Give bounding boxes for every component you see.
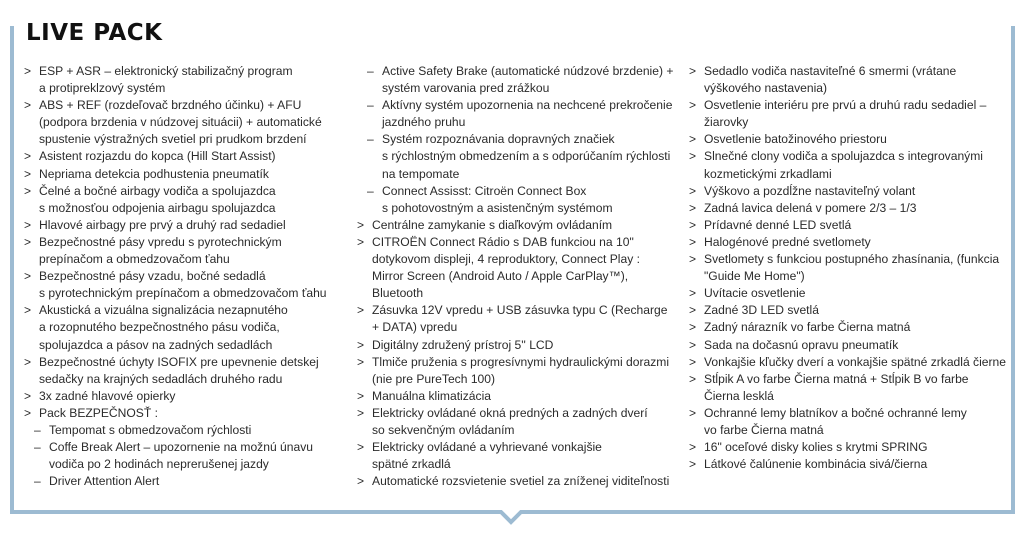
feature-item <box>24 268 354 302</box>
feature-text-line: Svetlomety s funkciou postupného zhasínania, (funkcia <box>704 252 1000 267</box>
feature-item <box>357 234 687 302</box>
feature-text-line: + DATA) vpredu <box>372 320 458 335</box>
feature-text-line: Bezpečnostné pásy vpredu s pyrotechnickým <box>39 234 282 249</box>
sub-feature-item <box>24 422 354 439</box>
chevron-bullet-icon: > <box>357 337 365 352</box>
chevron-bullet-icon: > <box>689 286 697 301</box>
feature-text-line: Active Safety Brake (automatické núdzové brzdenie) + <box>382 64 674 78</box>
chevron-bullet-icon: > <box>357 405 365 420</box>
feature-item <box>24 166 354 183</box>
feature-item <box>357 439 687 473</box>
feature-text-line: Mirror Screen (Android Auto / Apple CarPlay™), <box>372 269 629 284</box>
feature-item <box>689 337 1009 354</box>
feature-text-line: systém varovania pred zrážkou <box>382 81 550 96</box>
feature-item <box>24 405 354 422</box>
chevron-bullet-icon: > <box>357 217 365 232</box>
feature-item <box>24 234 354 268</box>
feature-text-line: a protipreklzový systém <box>39 81 166 96</box>
feature-item <box>689 354 1009 371</box>
feature-text-line: so sekvenčným ovládaním <box>372 422 515 437</box>
feature-text-line: ESP + ASR – elektronický stabilizačný program <box>39 64 293 78</box>
feature-text-line: Halogénové predné svetlomety <box>704 234 871 249</box>
feature-item <box>357 337 687 354</box>
chevron-bullet-icon: > <box>689 183 697 198</box>
feature-item <box>357 405 687 439</box>
dash-bullet-icon: – <box>34 474 41 489</box>
feature-text-line: Látkové čalúnenie kombinácia sivá/čierna <box>704 457 928 472</box>
chevron-bullet-icon: > <box>357 303 365 318</box>
feature-item <box>689 97 1009 131</box>
sub-feature-item <box>24 473 354 490</box>
feature-text-line: Zadná lavica delená v pomere 2/3 – 1/3 <box>704 200 917 215</box>
feature-column-3 <box>689 63 1009 473</box>
feature-text-line: kozmetickými zrkadlami <box>704 166 832 181</box>
chevron-bullet-icon: > <box>357 234 365 249</box>
feature-item <box>24 148 354 165</box>
feature-text-line: vodiča po 2 hodinách neprerušenej jazdy <box>49 457 269 472</box>
chevron-bullet-icon: > <box>24 303 32 318</box>
feature-item <box>689 148 1009 182</box>
feature-text-line: s rýchlostným obmedzením a s odporúčaním rýchlosti <box>382 149 671 164</box>
chevron-bullet-icon: > <box>24 149 32 164</box>
feature-text-line: Zásuvka 12V vpredu + USB zásuvka typu C (Recharge <box>372 303 668 318</box>
feature-text-line: Elektricky ovládané a vyhrievané vonkajšie <box>372 440 602 455</box>
feature-item <box>689 371 1009 405</box>
feature-text-line: Pack BEZPEČNOSŤ : <box>39 405 158 420</box>
sub-feature-item <box>357 97 687 131</box>
sub-feature-item <box>357 131 687 182</box>
feature-text-line: žiarovky <box>704 115 749 130</box>
feature-text-line: vo farbe Čierna matná <box>704 422 824 437</box>
chevron-bullet-icon: > <box>24 354 32 369</box>
feature-text-line: Aktívny systém upozornenia na nechcené prekročenie <box>382 98 673 113</box>
feature-text-line: ABS + REF (rozdeľovač brzdného účinku) + AFU <box>39 98 302 113</box>
feature-text-line: Akustická a vizuálna signalizácia nezapnutého <box>39 303 288 318</box>
feature-item <box>357 473 687 490</box>
feature-item <box>689 183 1009 200</box>
dash-bullet-icon: – <box>367 64 374 78</box>
page-title: LIVE PACK <box>26 20 163 46</box>
feature-text-line: (podpora brzdenia v núdzovej situácii) + automatické <box>39 115 322 130</box>
dash-bullet-icon: – <box>34 422 41 437</box>
feature-text-line: "Guide Me Home") <box>704 269 805 284</box>
feature-text-line: Vonkajšie kľučky dverí a vonkajšie spätné zrkadlá čierne <box>704 354 1006 369</box>
chevron-bullet-icon: > <box>689 337 697 352</box>
frame-right-border <box>1011 26 1015 514</box>
feature-item <box>689 302 1009 319</box>
chevron-bullet-icon: > <box>689 217 697 232</box>
feature-item <box>357 388 687 405</box>
chevron-bullet-icon: > <box>689 200 697 215</box>
feature-text-line: Driver Attention Alert <box>49 474 160 489</box>
feature-text-line: Connect Assisst: Citroën Connect Box <box>382 183 587 198</box>
feature-item <box>24 183 354 217</box>
feature-item <box>24 217 354 234</box>
feature-column-1 <box>24 63 354 490</box>
feature-text-line: sedačky na krajných sedadlách druhého radu <box>39 371 283 386</box>
dash-bullet-icon: – <box>367 98 374 113</box>
chevron-bullet-icon: > <box>24 217 32 232</box>
feature-text-line: Stĺpik A vo farbe Čierna matná + Stĺpik B vo farbe <box>704 371 969 386</box>
feature-text-line: jazdného pruhu <box>382 115 466 130</box>
feature-text-line: 3x zadné hlavové opierky <box>39 388 176 403</box>
feature-text-line: CITROËN Connect Rádio s DAB funkciou na 10" <box>372 234 634 249</box>
feature-text-line: Manuálna klimatizácia <box>372 388 491 403</box>
feature-item <box>357 302 687 336</box>
feature-text-line: s pohotovostným a asistenčným systémom <box>382 200 613 215</box>
feature-text-line: Elektricky ovládané okná predných a zadných dverí <box>372 405 648 420</box>
sub-feature-item <box>357 63 687 97</box>
chevron-bullet-icon: > <box>689 149 697 164</box>
feature-text-line: Tempomat s obmedzovačom rýchlosti <box>49 422 252 437</box>
feature-text-line: spolujazdca a pásov na zadných sedadlách <box>39 337 273 352</box>
feature-text-line: Centrálne zamykanie s diaľkovým ovládaním <box>372 217 613 232</box>
feature-item <box>24 302 354 353</box>
chevron-bullet-icon: > <box>357 474 365 489</box>
feature-text-line: Zadné 3D LED svetlá <box>704 303 819 318</box>
chevron-bullet-icon: > <box>689 64 697 78</box>
chevron-bullet-icon: > <box>689 405 697 420</box>
chevron-bullet-icon: > <box>24 269 32 284</box>
feature-text-line: Systém rozpoznávania dopravných značiek <box>382 132 615 147</box>
chevron-bullet-icon: > <box>24 388 32 403</box>
feature-text-line: 16" oceľové disky kolies s krytmi SPRING <box>704 440 928 455</box>
chevron-bullet-icon: > <box>689 354 697 369</box>
feature-text-line: Sedadlo vodiča nastaviteľné 6 smermi (vrátane <box>704 64 957 78</box>
feature-text-line: Asistent rozjazdu do kopca (Hill Start Assist) <box>39 149 276 164</box>
feature-item <box>689 405 1009 439</box>
chevron-bullet-icon: > <box>689 98 697 113</box>
chevron-bullet-icon: > <box>357 354 365 369</box>
feature-text-line: Nepriama detekcia podhustenia pneumatík <box>39 166 269 181</box>
feature-text-line: Čelné a bočné airbagy vodiča a spolujazdca <box>39 183 276 198</box>
feature-item <box>24 97 354 148</box>
feature-text-line: Zadný nárazník vo farbe Čierna matná <box>704 320 911 335</box>
feature-text-line: s možnosťou odpojenia airbagu spolujazdca <box>39 200 276 215</box>
chevron-bullet-icon: > <box>357 440 365 455</box>
feature-text-line: s pyrotechnickým prepínačom a obmedzovačom ťahu <box>39 286 327 301</box>
chevron-bullet-icon: > <box>24 183 32 198</box>
feature-text-line: Digitálny združený prístroj 5'' LCD <box>372 337 554 352</box>
feature-text-line: Prídavné denné LED svetlá <box>704 217 852 232</box>
sub-feature-item <box>24 439 354 473</box>
feature-item <box>689 285 1009 302</box>
chevron-bullet-icon: > <box>24 234 32 249</box>
feature-item <box>689 217 1009 234</box>
feature-text-line: Čierna lesklá <box>704 388 774 403</box>
feature-text-line: Tlmiče pruženia s progresívnymi hydraulickými dorazmi <box>372 354 670 369</box>
feature-text-line: Automatické rozsvietenie svetiel za zníženej viditeľnosti <box>372 474 670 489</box>
feature-text-line: Osvetlenie interiéru pre prvú a druhú radu sedadiel – <box>704 98 987 113</box>
feature-text-line: Hlavové airbagy pre prvý a druhý rad sedadiel <box>39 217 286 232</box>
chevron-bullet-icon: > <box>689 132 697 147</box>
feature-column-2 <box>357 63 687 490</box>
dash-bullet-icon: – <box>367 183 374 198</box>
feature-text-line: Bezpečnostné úchyty ISOFIX pre upevnenie detskej <box>39 354 319 369</box>
chevron-bullet-icon: > <box>689 320 697 335</box>
dash-bullet-icon: – <box>34 440 41 455</box>
feature-text-line: Bluetooth <box>372 286 424 301</box>
feature-text-line: Sada na dočasnú opravu pneumatík <box>704 337 899 352</box>
chevron-bullet-icon: > <box>24 64 32 78</box>
chevron-bullet-icon: > <box>24 166 32 181</box>
bottom-notch-arrow-icon <box>10 512 1015 522</box>
feature-item <box>689 234 1009 251</box>
feature-text-line: Ochranné lemy blatníkov a bočné ochranné lemy <box>704 405 967 420</box>
chevron-bullet-icon: > <box>689 303 697 318</box>
feature-text-line: výškového nastavenia) <box>704 81 828 96</box>
feature-item <box>689 251 1009 285</box>
feature-item <box>357 354 687 388</box>
feature-item <box>689 456 1009 473</box>
chevron-bullet-icon: > <box>689 252 697 267</box>
frame-bottom-border <box>0 500 1024 534</box>
feature-item <box>689 63 1009 97</box>
feature-text-line: Výškovo a pozdĺžne nastaviteľný volant <box>704 183 916 198</box>
feature-text-line: Uvítacie osvetlenie <box>704 286 806 301</box>
feature-item <box>689 439 1009 456</box>
chevron-bullet-icon: > <box>689 440 697 455</box>
feature-text-line: (nie pre PureTech 100) <box>372 371 496 386</box>
feature-item <box>24 388 354 405</box>
feature-item <box>24 354 354 388</box>
feature-item <box>689 131 1009 148</box>
feature-text-line: Coffe Break Alert – upozornenie na možnú únavu <box>49 440 313 455</box>
chevron-bullet-icon: > <box>689 234 697 249</box>
chevron-bullet-icon: > <box>24 405 32 420</box>
feature-text-line: spustenie výstražných svetiel pri prudkom brzdení <box>39 132 307 147</box>
feature-item <box>689 319 1009 336</box>
feature-text-line: Osvetlenie batožinového priestoru <box>704 132 887 147</box>
dash-bullet-icon: – <box>367 132 374 147</box>
chevron-bullet-icon: > <box>24 98 32 113</box>
feature-text-line: spätné zrkadlá <box>372 457 451 472</box>
feature-text-line: Bezpečnostné pásy vzadu, bočné sedadlá <box>39 269 266 284</box>
frame-left-border <box>10 26 14 514</box>
feature-item <box>24 63 354 97</box>
chevron-bullet-icon: > <box>357 388 365 403</box>
feature-text-line: dotykovom displeji, 4 reproduktory, Connect Play : <box>372 252 640 267</box>
feature-text-line: Slnečné clony vodiča a spolujazdca s integrovanými <box>704 149 983 164</box>
chevron-bullet-icon: > <box>689 457 697 472</box>
sub-feature-item <box>357 183 687 217</box>
feature-text-line: prepínačom a obmedzovačom ťahu <box>39 252 230 267</box>
feature-text-line: a rozopnutého bezpečnostného pásu vodiča, <box>39 320 280 335</box>
feature-item <box>689 200 1009 217</box>
chevron-bullet-icon: > <box>689 371 697 386</box>
feature-item <box>357 217 687 234</box>
feature-text-line: na tempomate <box>382 166 460 181</box>
